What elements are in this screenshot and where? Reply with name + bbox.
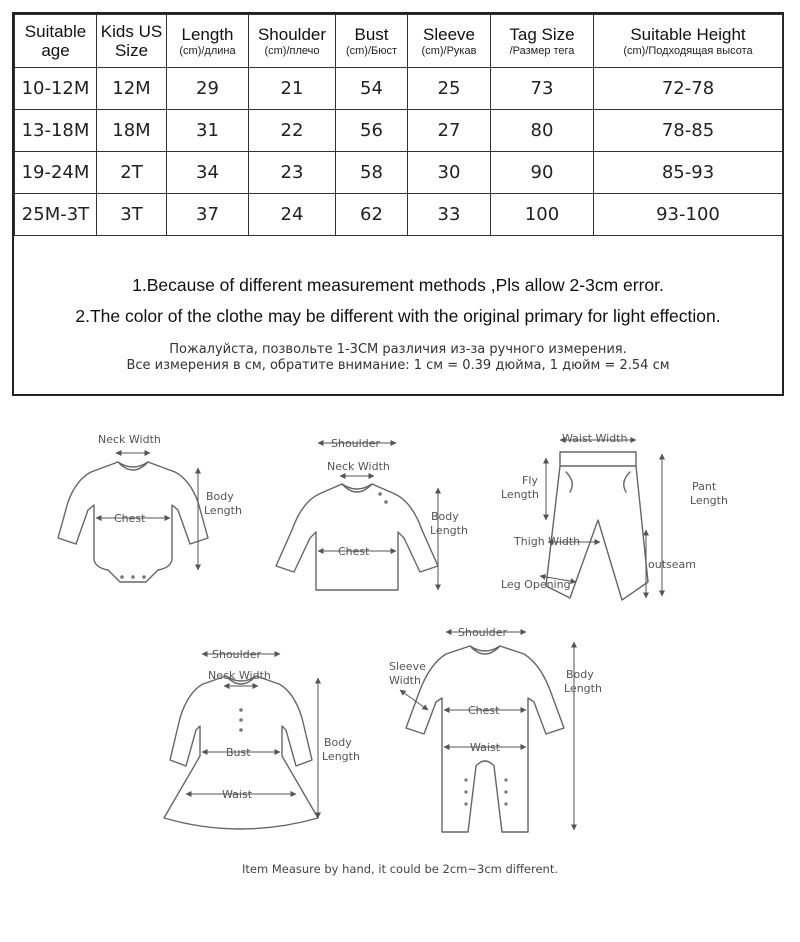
shirt-length-label: Length [430, 524, 468, 537]
table-row [15, 68, 783, 110]
size-chart-panel [12, 12, 784, 396]
cell-bust: 62 [336, 194, 408, 236]
note-color-difference: 2.The color of the clothe may be different with the original primary for light effection. [75, 306, 721, 326]
dress-waist-label: Waist [222, 788, 253, 801]
romper-shoulder-label: Shoulder [458, 626, 507, 639]
cell-tag-size: 90 [491, 152, 594, 194]
shirt-shoulder-label: Shoulder [331, 437, 380, 450]
cell-tag-size: 73 [491, 68, 594, 110]
note-ru-error: Пожалуйста, позвольте 1-3CM различия из-за ручного измерения. [169, 342, 627, 357]
romper-sleeve-label: Sleeve [389, 660, 426, 673]
cell-height: 85-93 [594, 152, 783, 194]
cell-height: 93-100 [594, 194, 783, 236]
bodysuit-neck-label: Neck Width [98, 433, 161, 446]
table-row [15, 194, 783, 236]
cell-shoulder: 22 [249, 110, 336, 152]
cell-bust: 58 [336, 152, 408, 194]
shirt-chest-label: Chest [338, 545, 370, 558]
dress-diagram [164, 648, 360, 829]
table-row [15, 152, 783, 194]
header-height: Suitable Height (cm)/Подходящая высота [594, 15, 783, 68]
pants-pant-label: Pant [692, 480, 717, 493]
shirt-diagram [276, 437, 468, 590]
header-tag-size: Tag Size /Размер тега [491, 15, 594, 68]
cell-length: 37 [167, 194, 249, 236]
cell-shoulder: 23 [249, 152, 336, 194]
cell-tag-size: 100 [491, 194, 594, 236]
header-sleeve: Sleeve (cm)/Рукав [408, 15, 491, 68]
cell-age: 10-12M [15, 68, 97, 110]
header-bust: Bust (cm)/Бюст [336, 15, 408, 68]
romper-body-label: Body [566, 668, 594, 681]
note-measurement-error: 1.Because of different measurement methods ,Pls allow 2-3cm error. [132, 275, 664, 295]
pants-fly-label: Fly [522, 474, 538, 487]
cell-bust: 56 [336, 110, 408, 152]
cell-sleeve: 27 [408, 110, 491, 152]
cell-us-size: 18M [97, 110, 167, 152]
cell-length: 34 [167, 152, 249, 194]
pants-fly-length-label: Length [501, 488, 539, 501]
romper-waist-label: Waist [470, 741, 501, 754]
pants-diagram [501, 432, 728, 600]
cell-sleeve: 33 [408, 194, 491, 236]
bodysuit-chest-label: Chest [114, 512, 146, 525]
footer-note: Item Measure by hand, it could be 2cm~3cm different. [241, 862, 559, 876]
bodysuit-length-label: Length [204, 504, 242, 517]
romper-length-label: Length [564, 682, 602, 695]
cell-shoulder: 21 [249, 68, 336, 110]
pants-outseam-label: outseam [648, 558, 696, 571]
shirt-body-label: Body [431, 510, 459, 523]
dress-length-label: Length [322, 750, 360, 763]
table-header-row [15, 15, 783, 68]
cell-us-size: 2T [97, 152, 167, 194]
cell-us-size: 12M [97, 68, 167, 110]
shirt-neck-label: Neck Width [327, 460, 390, 473]
measurement-diagrams [0, 410, 800, 890]
cell-us-size: 3T [97, 194, 167, 236]
bodysuit-diagram [58, 433, 242, 582]
table-row [15, 110, 783, 152]
cell-length: 29 [167, 68, 249, 110]
pants-thigh-label: Thigh Width [514, 535, 581, 548]
cell-bust: 54 [336, 68, 408, 110]
dress-body-label: Body [324, 736, 352, 749]
cell-height: 78-85 [594, 110, 783, 152]
header-us-size: Kids US Size [97, 15, 167, 68]
cell-age: 19-24M [15, 152, 97, 194]
cell-length: 31 [167, 110, 249, 152]
romper-sleeve-width-label: Width [389, 674, 421, 687]
pants-pant-length-label: Length [690, 494, 728, 507]
size-table [14, 14, 783, 236]
cell-sleeve: 25 [408, 68, 491, 110]
romper-diagram [389, 626, 602, 832]
dress-bust-label: Bust [226, 746, 251, 759]
cell-age: 13-18M [15, 110, 97, 152]
dress-shoulder-label: Shoulder [212, 648, 261, 661]
pants-leg-label: Leg Opening [501, 578, 571, 591]
header-age: Suitable age [15, 15, 97, 68]
romper-chest-label: Chest [468, 704, 500, 717]
cell-sleeve: 30 [408, 152, 491, 194]
header-shoulder: Shoulder (cm)/плечо [249, 15, 336, 68]
cell-tag-size: 80 [491, 110, 594, 152]
pants-waist-label: Waist Width [562, 432, 628, 445]
cell-shoulder: 24 [249, 194, 336, 236]
bodysuit-body-label: Body [206, 490, 234, 503]
dress-neck-label: Neck Width [208, 669, 271, 682]
header-length: Length (cm)/длина [167, 15, 249, 68]
cell-age: 25M-3T [15, 194, 97, 236]
note-ru-units: Все измерения в см, обратите внимание: 1 см = 0.39 дюйма, 1 дюйм = 2.54 см [126, 358, 670, 373]
cell-height: 72-78 [594, 68, 783, 110]
